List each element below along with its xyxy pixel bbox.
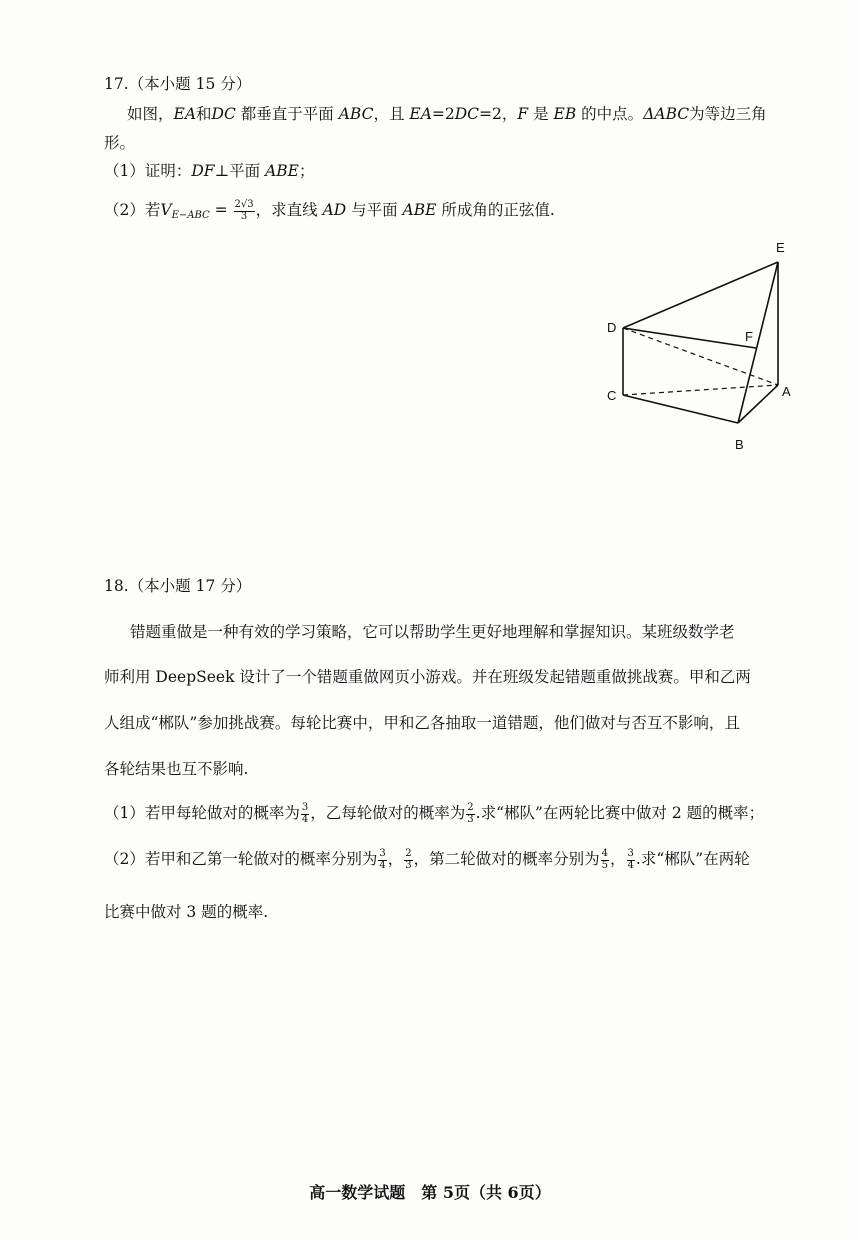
q18-part1	[104, 803, 764, 825]
q18-part2-text: .求“郴队”在两轮	[635, 850, 750, 868]
q18-paragraph-line: 错题重做是一种有效的学习策略，它可以帮助学生更好地理解和掌握知识。某班级数学老	[130, 623, 735, 641]
fraction-denominator: 4	[301, 813, 309, 825]
q17-var-ad: AD	[322, 201, 347, 219]
fraction-denominator: 4	[379, 859, 386, 871]
q17-volume-fraction	[234, 200, 255, 222]
label-c: C	[607, 388, 617, 403]
q17-var-dc: DC	[211, 105, 236, 123]
fraction-numerator: 3	[627, 848, 634, 859]
q18-paragraph-line: 师利用 DeepSeek 设计了一个错题重做网页小游戏。并在班级发起错题重做挑战赛。甲和乙两	[104, 668, 751, 686]
label-d: D	[607, 320, 617, 335]
q17-part2-text: ，求直线	[255, 201, 323, 219]
fraction-numerator: 3	[301, 802, 309, 813]
fraction-denominator: 5	[601, 859, 609, 871]
edge-ca-dashed	[623, 385, 778, 395]
q18-part2	[104, 849, 750, 871]
q17-var-abc: ABC	[338, 105, 374, 123]
q17-intro-text: 和	[196, 105, 212, 123]
q17-var-dc: DC	[454, 105, 480, 123]
q17-part1-text: （1）证明：	[104, 162, 192, 180]
q18-part1-text: （1）若甲每轮做对的概率为	[104, 804, 300, 822]
q18-part2-text: ，第二轮做对的概率分别为	[413, 850, 600, 868]
edge-eb	[738, 262, 778, 423]
q18-header: 18.（本小题 17 分）	[104, 577, 252, 595]
q17-intro-text: 的中点。	[576, 105, 644, 123]
fraction	[466, 803, 474, 825]
q17-part1-text: ；	[298, 162, 315, 180]
fraction	[601, 849, 609, 871]
q17-var-abe: ABE	[402, 201, 437, 219]
q17-intro-line2: 形。	[104, 134, 136, 152]
q18-part2-line2: 比赛中做对 3 题的概率.	[104, 903, 269, 921]
edge-ba	[738, 385, 778, 423]
q17-intro-text: 为等边三角	[689, 105, 767, 123]
q17-var-df: DF	[191, 162, 215, 180]
q17-part2-text: 所成角的正弦值.	[436, 201, 555, 219]
fraction	[301, 803, 309, 825]
q18-paragraph-line: 人组成“郴队”参加挑战赛。每轮比赛中，甲和乙各抽取一道错题，他们做对与否互不影响，且	[104, 714, 740, 732]
label-a: A	[782, 384, 791, 399]
q17-intro-text: 如图，	[127, 105, 174, 123]
q18-part1-text: .求“郴队”在两轮比赛中做对 2 题的概率；	[475, 804, 765, 822]
fraction-denominator: 3	[467, 813, 474, 825]
label-e: E	[776, 240, 785, 255]
label-f: F	[745, 329, 753, 344]
q17-part1	[104, 162, 315, 181]
page-footer: 高一数学试题 第 5页（共 6页）	[309, 1183, 551, 1202]
q17-intro-text: 是	[528, 105, 554, 123]
fraction-denominator: 3	[240, 210, 248, 222]
q17-var-f: F	[517, 105, 529, 123]
fraction	[378, 849, 386, 871]
q18-paragraph-line: 各轮结果也互不影响.	[104, 760, 249, 778]
q17-var-abe: ABE	[265, 162, 299, 180]
fraction	[404, 849, 412, 871]
q17-intro-text: =2，	[479, 105, 518, 123]
q17-part2	[104, 200, 555, 222]
q17-volume-subscript: E−ABC	[171, 210, 210, 221]
label-b: B	[735, 437, 744, 452]
q17-var-ea: EA	[173, 105, 197, 123]
q17-intro-text: ，且	[373, 105, 410, 123]
q18-part2-text: ，	[387, 850, 404, 868]
q17-var-ea: EA	[409, 105, 432, 123]
fraction	[627, 849, 635, 871]
edge-cb	[623, 395, 738, 423]
fraction-denominator: 3	[405, 859, 412, 871]
edge-df	[623, 328, 756, 348]
q17-figure	[590, 230, 810, 460]
q17-header: 17.（本小题 15 分）	[104, 75, 252, 93]
fraction-numerator: 3	[379, 848, 386, 859]
edge-de	[623, 262, 778, 328]
q18-part1-text: ，乙每轮做对的概率为	[310, 804, 466, 822]
fraction-numerator: 2	[405, 848, 412, 859]
q17-var-v: V	[160, 201, 172, 219]
q17-var-eb: EB	[553, 105, 577, 123]
q18-part2-text: （2）若甲和乙第一轮做对的概率分别为	[104, 850, 378, 868]
q17-var-triangle: ΔABC	[643, 105, 690, 123]
q17-part2-text: =	[209, 201, 233, 219]
fraction-numerator: 2√3	[234, 199, 254, 210]
q17-part1-text: ⊥平面	[214, 162, 266, 180]
q18-part2-text: ，	[610, 850, 626, 868]
fraction-numerator: 2	[467, 802, 474, 813]
q17-part2-text: 与平面	[346, 201, 403, 219]
q17-part2-text: （2）若	[104, 201, 161, 219]
fraction-numerator: 4	[601, 848, 609, 859]
fraction-denominator: 4	[627, 859, 634, 871]
q17-intro	[127, 105, 767, 124]
q17-intro-text: 都垂直于平面	[235, 105, 339, 123]
q17-intro-text: =2	[431, 105, 455, 123]
